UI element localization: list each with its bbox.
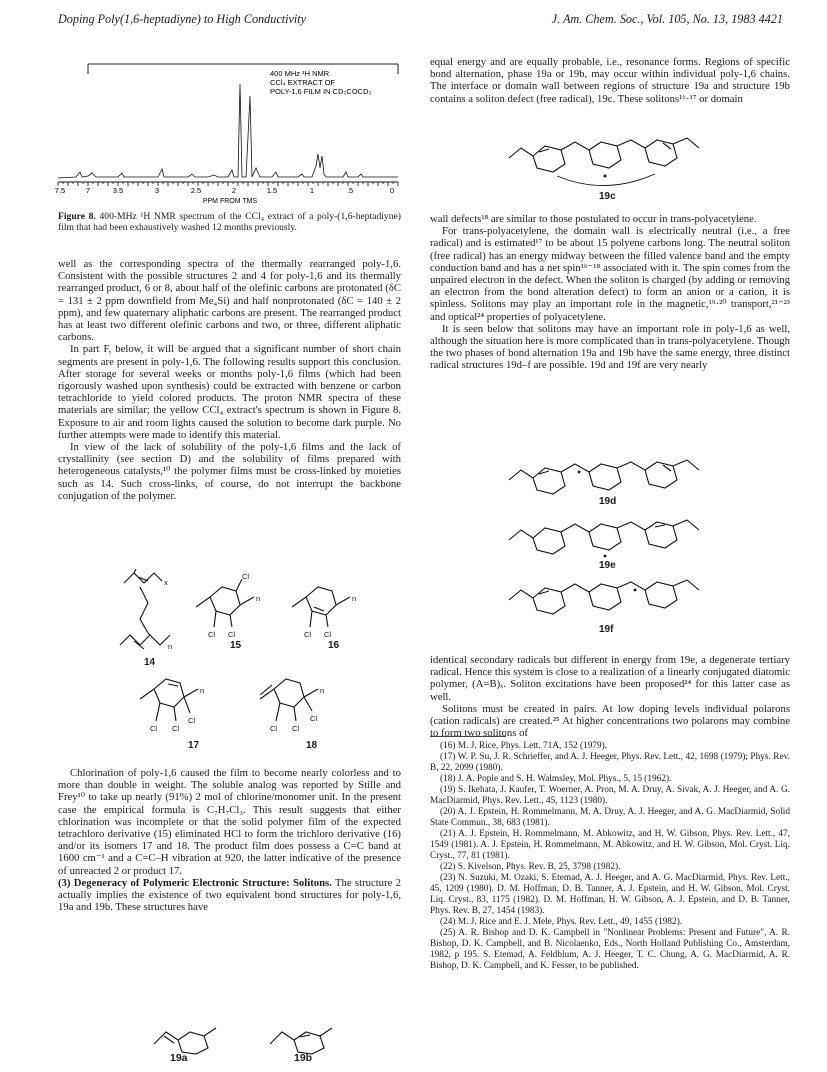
tick-label: 0: [389, 186, 395, 195]
paragraph: well as the corresponding spectra of the thermally rearranged poly-1,6. Consistent with the possible structures 2 and 4 for poly-1,6 and its thermally rearranged product, 6 or 8, about half of the olefinic carbons are protonated (δC = 131 ± 2 ppm downfield from Me₄Si) and half nonprotonated (δC = 140 ± 2 ppm), and few quaternary aliphatic carbons are present. The rearranged product has at least two different olefinic carbons and two, or three, different aliphatic carbons.: [58, 258, 401, 344]
compound-label-17: 17: [188, 740, 200, 751]
structure-14: [120, 569, 173, 651]
structure-19c: [505, 118, 725, 190]
chlorine-label: Cl: [242, 572, 250, 581]
chlorine-label: Cl: [292, 724, 300, 733]
chlorine-label: Cl: [304, 630, 312, 639]
paragraph: Chlorination of poly-1,6 caused the film to become nearly colorless and to more than double in weight. The soluble analog was reported by Stille and Frey¹⁰ to take up nearly (91%) 2 mol of chlorine/monomer unit. In the present case the empirical formula is C₇H₇Cl₃. This result suggests that either chlorination was incomplete or that the solid polymer film of the expected tetrachloro derivative (15) eliminated HCl to form the trichloro derivative (16) and/or its isomers 17 and 18. The product film does possess a C=C band at 1600 cm⁻¹ and a C=C–H vibration at 920, the latter indicative of the presence of unreacted 2 or product 17.: [58, 767, 401, 877]
subscript-x: x: [164, 578, 168, 587]
structure-17: [140, 679, 198, 721]
reference-item: (19) S. Ikehata, J. Kaufer, T. Woerner, A. Pron, M. A. Druy, A. Sivak, A. J. Heeger, and A. G. MacDiarmid, Phys. Rev. Lett., 45, 1123 (1980).: [430, 785, 790, 806]
paragraph: identical secondary radicals but different in energy from 19e, a degenerate tertiary radical. Hence this system is close to a realization of a linearly conjugated diatomic polymer, (A=B)ₓ. Soliton excitations have been proposed²⁴ for this latter case as well.: [430, 654, 790, 703]
compound-label-19b: 19b: [294, 1052, 313, 1064]
reference-item: (24) M. J. Rice and E. J. Mele, Phys. Rev. Lett., 49, 1455 (1982).: [440, 917, 683, 927]
paragraph: Solitons must be created in pairs. At low doping levels individual polarons (cation radicals) are created.²⁵ At higher concentrations two polarons may combine to form two solitons of: [430, 702, 790, 740]
right-column-top: [430, 56, 790, 105]
tick-label: 1: [309, 186, 315, 195]
structure-19e: [509, 520, 699, 554]
chlorine-label: Cl: [172, 724, 180, 733]
tick-label: 7.5: [54, 186, 66, 195]
spectrum-legend-line-1: 400 MHz ¹H NMR: [270, 69, 330, 78]
spectrum-frame: [88, 64, 398, 74]
structures-19a-19b: [150, 1010, 370, 1055]
figure-8-caption: [58, 211, 401, 233]
right-column-middle: [430, 213, 790, 372]
tick-label: 2.5: [190, 186, 202, 195]
ppm-axis-title: PPM FROM TMS: [202, 198, 258, 205]
chlorine-label: Cl: [188, 716, 196, 725]
paragraph: wall defects¹⁸ are similar to those postulated to occur in trans-polyacetylene.: [430, 213, 757, 225]
compound-label-15: 15: [230, 640, 242, 651]
compound-label-19d: 19d: [599, 496, 617, 507]
chlorine-label: Cl: [208, 630, 216, 639]
compound-label-14: 14: [144, 657, 156, 668]
compound-label-19e: 19e: [599, 560, 616, 571]
paragraph: For trans-polyacetylene, the domain wall is electrically neutral (i.e., a free radical) and is estimated¹⁷ to be about 15 polyene carbons long. The neutral soliton (free radical) has an energy midway between the filled valence band and the empty conduction band and has a net spin¹⁶⁻¹⁸ associated with it. The spin comes from the unpaired electron in the defect. When the soliton is charged (by adding or removing an electron from the bond alteration defect) to form an anion or a cation, it is spinless. Solitons may play an important role in the magnetic,¹⁹·²⁰ transport,²¹⁻²³ and optical²⁴ properties of polyacetylene.: [430, 225, 790, 323]
tick-label: 2: [231, 186, 237, 195]
left-column-upper: [58, 258, 401, 502]
tick-label: .5: [346, 186, 354, 195]
structure-15: [196, 579, 254, 627]
compound-label-19c: 19c: [599, 191, 616, 202]
compound-label-19f: 19f: [599, 624, 614, 635]
tick-label: 3: [154, 186, 160, 195]
section-text: The structure 2 actually implies the existence of two equivalent bond structures for poly-1,6, 19a and 19b. These structures have: [58, 876, 401, 914]
reference-item: (22) S. Kivelson, Phys. Rev. B, 25, 3798 (1982).: [440, 862, 621, 872]
ppm-tick-labels: [55, 186, 394, 195]
tick-label: 1.5: [266, 186, 278, 195]
reference-item: (18) J. A. Pople and S. H. Walmsley, Mol. Phys., 5, 15 (1962).: [440, 774, 672, 784]
reference-item: (23) N. Suzuki, M. Ozaki, S. Etemad, A. J. Heeger, and A. G. MacDiarmid, Phys. Rev. Lett., 45, 1209 (1980). D. M. Hoffman, D. B. Tanner, A. J. Epstein, and H. W. Gibson, Mol. Cryst. Liq. Cryst., 83, 1175 (1982). D. M. Hoffman, H. W. Gibson, A. J. Epstein, and D. B. Tanner, Phys. Rev. B, 27, 1454 (1983).: [430, 873, 790, 916]
figure-8-caption-text: 400-MHz ¹H NMR spectrum of the CCl₄ extract of a poly-(1,6-heptadiyne) film that had been exhaustively washed 12 months previously.: [58, 211, 401, 234]
structures-19d-19f: [505, 450, 725, 650]
spectrum-trace: [58, 84, 398, 178]
structure-19b: [270, 1028, 332, 1054]
running-header-journal: J. Am. Chem. Soc., Vol. 105, No. 13, 1983 4421: [551, 12, 783, 26]
compound-label-18: 18: [306, 740, 318, 751]
left-column-lower: [58, 767, 401, 913]
subscript-n: n: [168, 642, 173, 651]
right-column-lower: [430, 654, 790, 739]
radical-dot: [604, 175, 607, 178]
subscript-n: n: [256, 594, 261, 603]
chlorine-label: Cl: [150, 724, 158, 733]
subscript-n: n: [352, 594, 357, 603]
section-heading-solitons: (3) Degeneracy of Polymeric Electronic Structure: Solitons.: [58, 876, 332, 889]
compound-label-16: 16: [328, 640, 340, 651]
spectrum-legend-line-2: CCl₄ EXTRACT OF: [270, 78, 336, 87]
compound-label-19a: 19a: [170, 1052, 188, 1064]
subscript-n: n: [320, 686, 325, 695]
paragraph: In view of the lack of solubility of the poly-1,6 films and the lack of crystallinity (see section D) and the solubility of films prepared with heterogeneous catalysts,¹⁰ the polymer films must be cross-linked by moieties such as 14. Such cross-links, of course, do not interrupt the backbone conjugation of the polymer.: [58, 441, 401, 502]
structure-16: [292, 587, 350, 627]
chlorine-label: Cl: [310, 714, 318, 723]
structure-19f: [509, 580, 699, 614]
structure-19d: [509, 460, 699, 494]
subscript-n: n: [200, 686, 205, 695]
figure-8-label: Figure 8.: [58, 211, 96, 222]
reference-item: (17) W. P. Su, J. R. Schrieffer, and A. J. Heeger, Phys. Rev. Lett., 42, 1698 (1979); Phys. Rev. B, 22, 2099 (1980).: [430, 752, 790, 773]
references-list: [430, 736, 790, 972]
nmr-spectrum-figure: [54, 56, 403, 208]
tick-label: 3.5: [112, 186, 124, 195]
chlorine-label: Cl: [324, 630, 332, 639]
paragraph: equal energy and are equally probable, i.e., resonance forms. Regions of specific bond alternation, phase 19a or 19b, may occur within individual poly-1,6 chains. The interface or domain wall between regions of structure 19a and structure 19b contains a soliton defect (free radical), 19c. These solitons¹⁶·¹⁷ or domain: [430, 56, 790, 105]
tick-label: 7: [85, 186, 91, 195]
running-header-title: Doping Poly(1,6-heptadiyne) to High Conductivity: [58, 12, 307, 26]
references-rule: [430, 736, 506, 737]
structure-19a: [154, 1028, 216, 1054]
reference-item: (25) A. R. Bishop and D. K. Campbell in "Nonlinear Problems: Present and Future", A. R. Bishop, D. K. Campbell, and B. Nicolaenko, Eds., North Holland Publishing Co., Amsterdam, 1982, p 195. S. Etemad, A. Feldblum, A. J. Heeger, T. C. Chung, A. G. MacDiarmid, A. R. Bishop, D. K. Campbell, and K. Fesser, to be published.: [430, 928, 790, 971]
chlorine-label: Cl: [270, 724, 278, 733]
reference-item: (20) A. J. Epstein, H. Rommelmann, M. A. Druy, A. J. Heeger, and A. G. MacDiarmid, Solid State Commun., 38, 683 (1981).: [430, 807, 790, 828]
reference-item: (16) M. J. Rice, Phys. Lett. 71A, 152 (1979).: [440, 741, 608, 751]
reference-item: (21) A. J. Epstein, H. Rommelmann, M. Abkowitz, and H. W. Gibson, Phys. Rev. Lett., 47, 1549 (1981). A. J. Epstein, H. Rommelmann, M. Abkowitz, and H. W. Gibson, Mol. Cryst. Liq. Cryst., 77, 81 (1981).: [430, 829, 790, 861]
paragraph: It is seen below that solitons may have an important role in poly-1,6 as well, although the situation here is more complicated than in trans-polyacetylene. Though the two phases of bond alternation 19a and 19b have the same energy, three distinct radical structures 19d–f are possible. 19d and 19f are very nearly: [430, 322, 790, 372]
chlorine-label: Cl: [228, 630, 236, 639]
spectrum-legend-line-3: POLY-1,6 FILM IN CD₃COCD₃: [270, 87, 372, 96]
paragraph: In part F, below, it will be argued that a significant number of short chain segments are present in poly-1,6. The following results support this conclusion. After storage for several weeks or months poly-1,6 films (which had been rigorously washed upon synthesis) could be extracted with benzene or carbon tetrachloride to yield colored products. The proton NMR spectra of these materials are similar; the yellow CCl₄ extract's spectrum is shown in Figure 8. Exposure to air and room lights caused the solution to become dark purple. No further attempts were made to identify this material.: [58, 343, 401, 441]
